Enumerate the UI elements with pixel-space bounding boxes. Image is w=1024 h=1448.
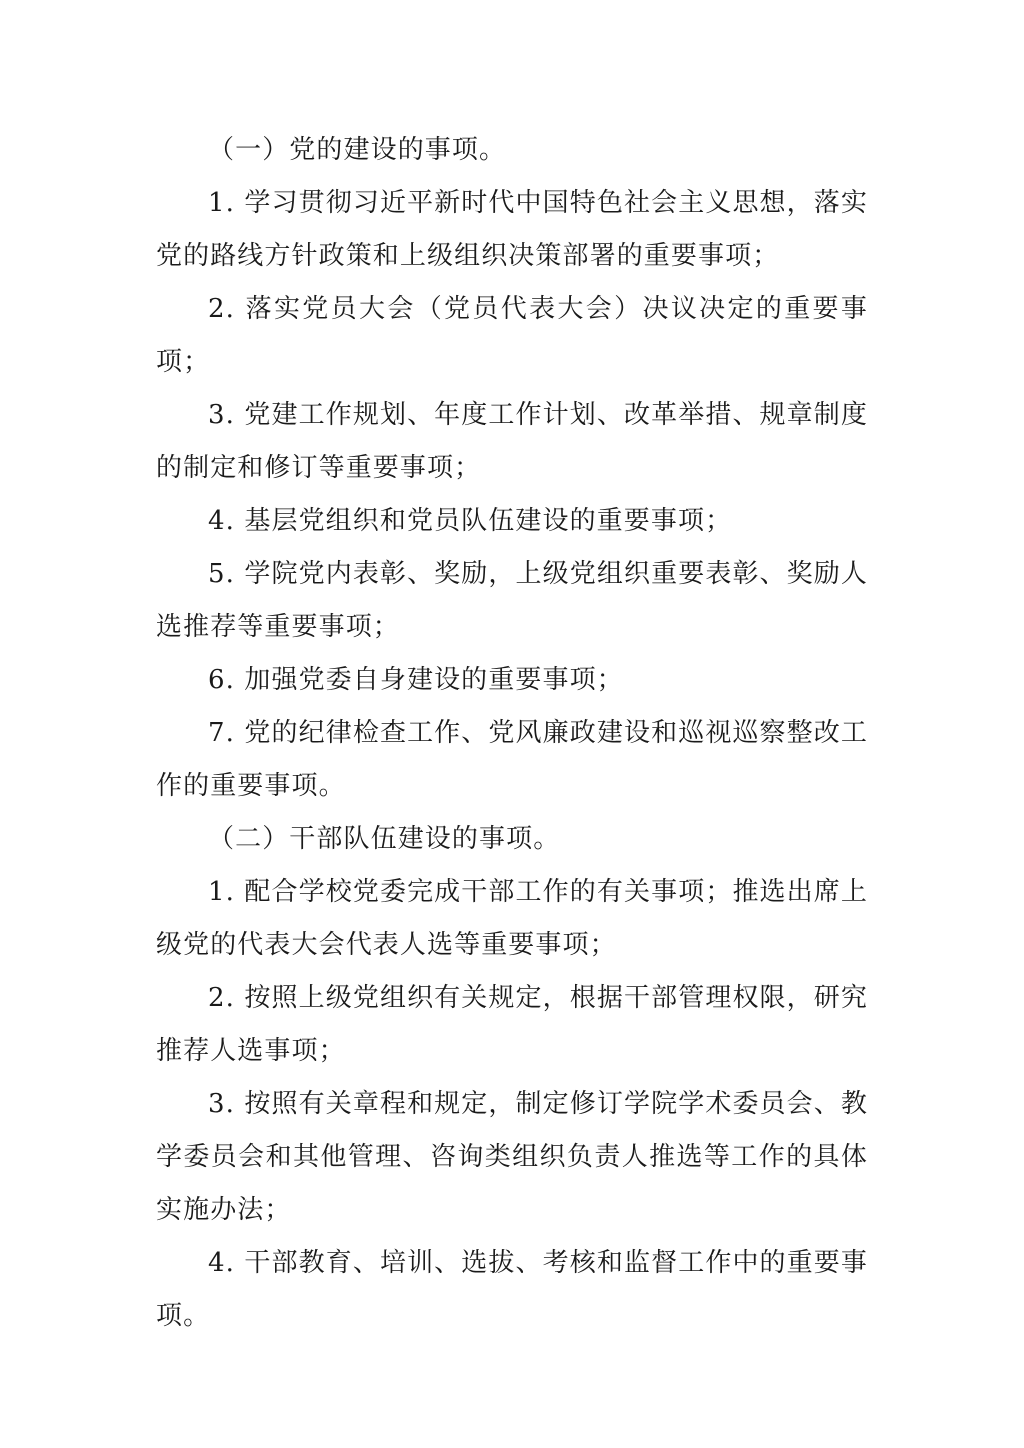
section1-item-4: 4. 基层党组织和党员队伍建设的重要事项； bbox=[208, 506, 733, 536]
section1-item-2: 2. 落实党员大会（党员代表大会）决议决定的重要事项； bbox=[156, 294, 868, 377]
section2-item-4: 4. 干部教育、培训、选拔、考核和监督工作中的重要事项。 bbox=[156, 1248, 868, 1331]
document-body bbox=[156, 124, 868, 1343]
section2-item-3: 3. 按照有关章程和规定，制定修订学院学术委员会、教学委员会和其他管理、咨询类组织负责人推选等工作的具体实施办法； bbox=[156, 1089, 868, 1225]
section1-item-1: 1. 学习贯彻习近平新时代中国特色社会主义思想，落实党的路线方针政策和上级组织决策部署的重要事项； bbox=[156, 188, 868, 271]
section2-item-1: 1. 配合学校党委完成干部工作的有关事项；推选出席上级党的代表大会代表人选等重要事项； bbox=[156, 877, 868, 960]
section1-item-3: 3. 党建工作规划、年度工作计划、改革举措、规章制度的制定和修订等重要事项； bbox=[156, 400, 868, 483]
section1-item-5: 5. 学院党内表彰、奖励，上级党组织重要表彰、奖励人选推荐等重要事项； bbox=[156, 559, 868, 642]
section1-item-6: 6. 加强党委自身建设的重要事项； bbox=[208, 665, 624, 695]
section1-heading: （一）党的建设的事项。 bbox=[208, 135, 507, 165]
section2-item-2: 2. 按照上级党组织有关规定，根据干部管理权限，研究推荐人选事项； bbox=[156, 983, 868, 1066]
section1-item-7: 7. 党的纪律检查工作、党风廉政建设和巡视巡察整改工作的重要事项。 bbox=[156, 718, 868, 801]
section2-heading: （二）干部队伍建设的事项。 bbox=[208, 824, 561, 854]
